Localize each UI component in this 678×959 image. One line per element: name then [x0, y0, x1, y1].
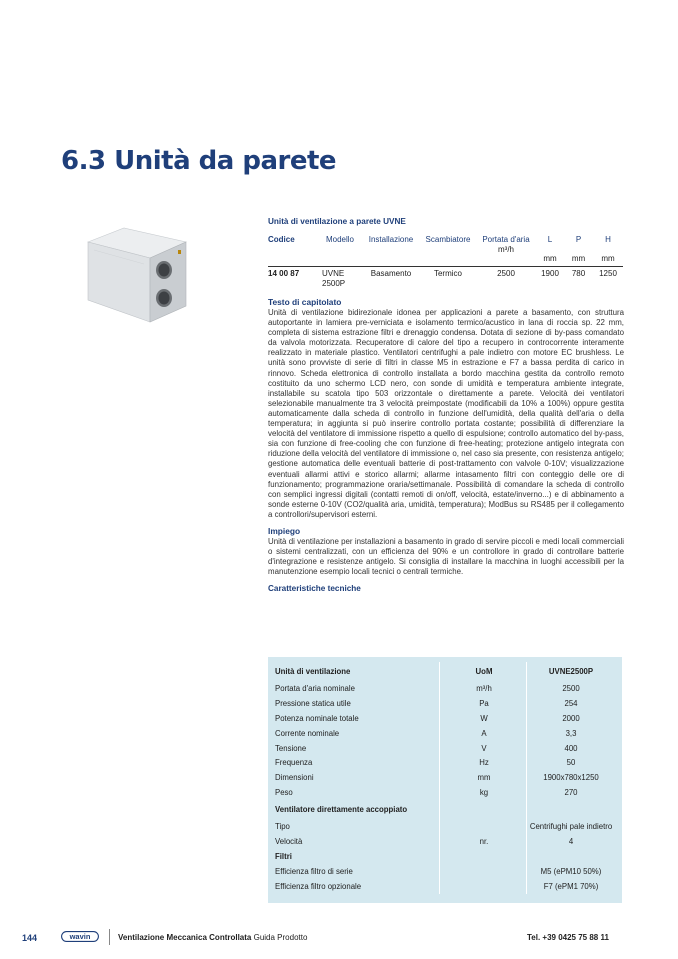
capitolato-heading: Testo di capitolato: [268, 297, 342, 307]
cell-installation: Basamento: [370, 269, 412, 278]
tech-group-fan: Ventilatore direttamente accoppiato: [273, 800, 613, 819]
table-row: Tipo Centrifughi pale indietro: [273, 819, 613, 834]
page-footer: [0, 928, 678, 948]
cell-airflow: 2500: [497, 269, 515, 278]
footer-divider: [109, 929, 110, 945]
cell-code: 14 00 87: [268, 269, 300, 278]
table-row: [268, 267, 623, 290]
ventilation-unit-image: [84, 222, 188, 324]
impiego-text: Unità di ventilazione per installazioni a basamento in grado di servire piccoli e medi locali commerciali o sistemi centralizzati, con un efficienza del 90% e un controllore in grado di controllare batterie d'integrazione e resistenze antigelo. Si consiglia di installare la macchina in luoghi accessibili per la manutenzione esempio locali tecnici o centrali termiche.: [268, 536, 624, 577]
col-header-p: P: [575, 235, 582, 244]
page-title: 6.3 Unità da parete: [61, 146, 337, 176]
tech-header-model: UVNE2500P: [548, 667, 594, 676]
table-row: Efficienza filtro opzionale F7 (ePM1 70%): [273, 879, 613, 894]
table-row: Portata d'aria nominale m³/h 2500: [273, 681, 613, 696]
table-row: Potenza nominale totale W 2000: [273, 711, 613, 726]
logo-text: wavin: [69, 932, 91, 941]
table-row: Dimensioni mm 1900x780x1250: [273, 770, 613, 785]
col-header-model: Modello: [325, 235, 354, 244]
col-header-airflow: Portata d'aria: [482, 235, 530, 244]
product-content: [268, 217, 624, 593]
col-header-l: L: [547, 235, 553, 244]
cell-exchanger: Termico: [433, 269, 462, 278]
table-row: Velocità nr. 4: [273, 834, 613, 849]
col-header-installation: Installazione: [368, 235, 414, 244]
footer-phone: Tel. +39 0425 75 88 11: [527, 933, 609, 942]
unit-p: mm: [564, 254, 593, 267]
table-row: Pressione statica utile Pa 254: [273, 696, 613, 711]
tech-header-uom: UoM: [440, 662, 527, 681]
unit-l: mm: [536, 254, 564, 267]
impiego-heading: Impiego: [268, 525, 301, 536]
table-row: Efficienza filtro di serie M5 (ePM10 50%): [273, 864, 613, 879]
footer-title: Ventilazione Meccanica Controllata Guida Prodotto: [118, 933, 308, 942]
wavin-logo: [61, 931, 99, 942]
tech-specs-table: [268, 657, 622, 903]
cell-l: 1900: [541, 269, 559, 278]
tech-header-unit: Unità di ventilazione: [275, 667, 351, 676]
col-header-exchanger: Scambiatore: [425, 235, 471, 244]
cell-model: UVNE 2500P: [322, 269, 346, 288]
page-number: 144: [22, 933, 38, 943]
tech-group-filters: Filtri: [273, 849, 613, 864]
table-row: Corrente nominale A 3,3: [273, 726, 613, 741]
table-row: Frequenza Hz 50: [273, 755, 613, 770]
tech-header-row: [273, 662, 613, 681]
col-header-code: Codice: [268, 235, 295, 244]
table-row: Tensione V 400: [273, 741, 613, 756]
cell-h: 1250: [599, 269, 617, 278]
capitolato-text: Unità di ventilazione bidirezionale idonea per applicazioni a parete a basamento, con struttura autoportante in lamiera pre-verniciata e isolamento termico/acustico in lana di roccia sp. 22 mm, completa di sistema estrazione filtri e drenaggio condensa. Dotata di sezione di by-pass comandato da valvola motorizzata. Recuperatore di calore del tipo a recupero in controcorrente interamente realizzato in materiale plastico. Ventilatori centrifughi a pale indietro con motore EC brushless. Le unità sono provviste di serie di filtri in classe M5 in estrazione e F7 a bassa perdita di carico in rinnovo. Scheda elettronica di controllo installata a bordo macchina gestita da controllo remoto costituito da uno schermo LCD nero, con sonde di umidità e temperatura ambiente integrate, installabile su scatola tipo 503 orizzontale o direttamente a parete. Velocità dei ventilatori selezionabile manualmente tra 3 velocità preimpostate (modificabili da 10% a 100%) oppure gestita automaticamente dalla scheda di controllo in funzione dell'umidità, della qualità dell'aria o della temperatura; in aggiunta si può inserire controllo portata costante; possibilità di differenziare la velocità del ventilatore di immissione rispetto a quello di espulsione; controllo automatico del by-pass, sia con funzione di free-cooling che con funzione di free-heating; protezione antigelo integrata con riduzione della velocità del ventilatore di immissione o, nel caso sia presente, con resistenza antigelo; gestione automatica delle eventuali batterie di post-trattamento con valvole 0-10V; visualizzazione eventuali allarmi attivi e storico allarmi; allarme intasamento filtri con conteggio delle ore di funzionamento; programmazione oraria/settimanale. Possibilità di comandare la scheda di controllo con semplici ingressi digitali (contatti remoti di on/off, velocità, estate/inverno...) e di abbinamento a sonde esterne 0-10V (CO2/qualità aria, umidità, temperatura); ModBus su RS485 per il collegamento a controllori/supervisori esterni.: [268, 308, 624, 519]
table-row: Peso kg 270: [273, 785, 613, 800]
product-heading: Unità di ventilazione a parete UVNE: [268, 217, 406, 226]
unit-h: mm: [593, 254, 623, 267]
col-header-h: H: [605, 235, 611, 244]
tech-heading: Caratteristiche tecniche: [268, 584, 361, 594]
unit-airflow: m³/h: [476, 242, 536, 255]
codes-table: [268, 235, 624, 289]
cell-p: 780: [571, 269, 586, 278]
